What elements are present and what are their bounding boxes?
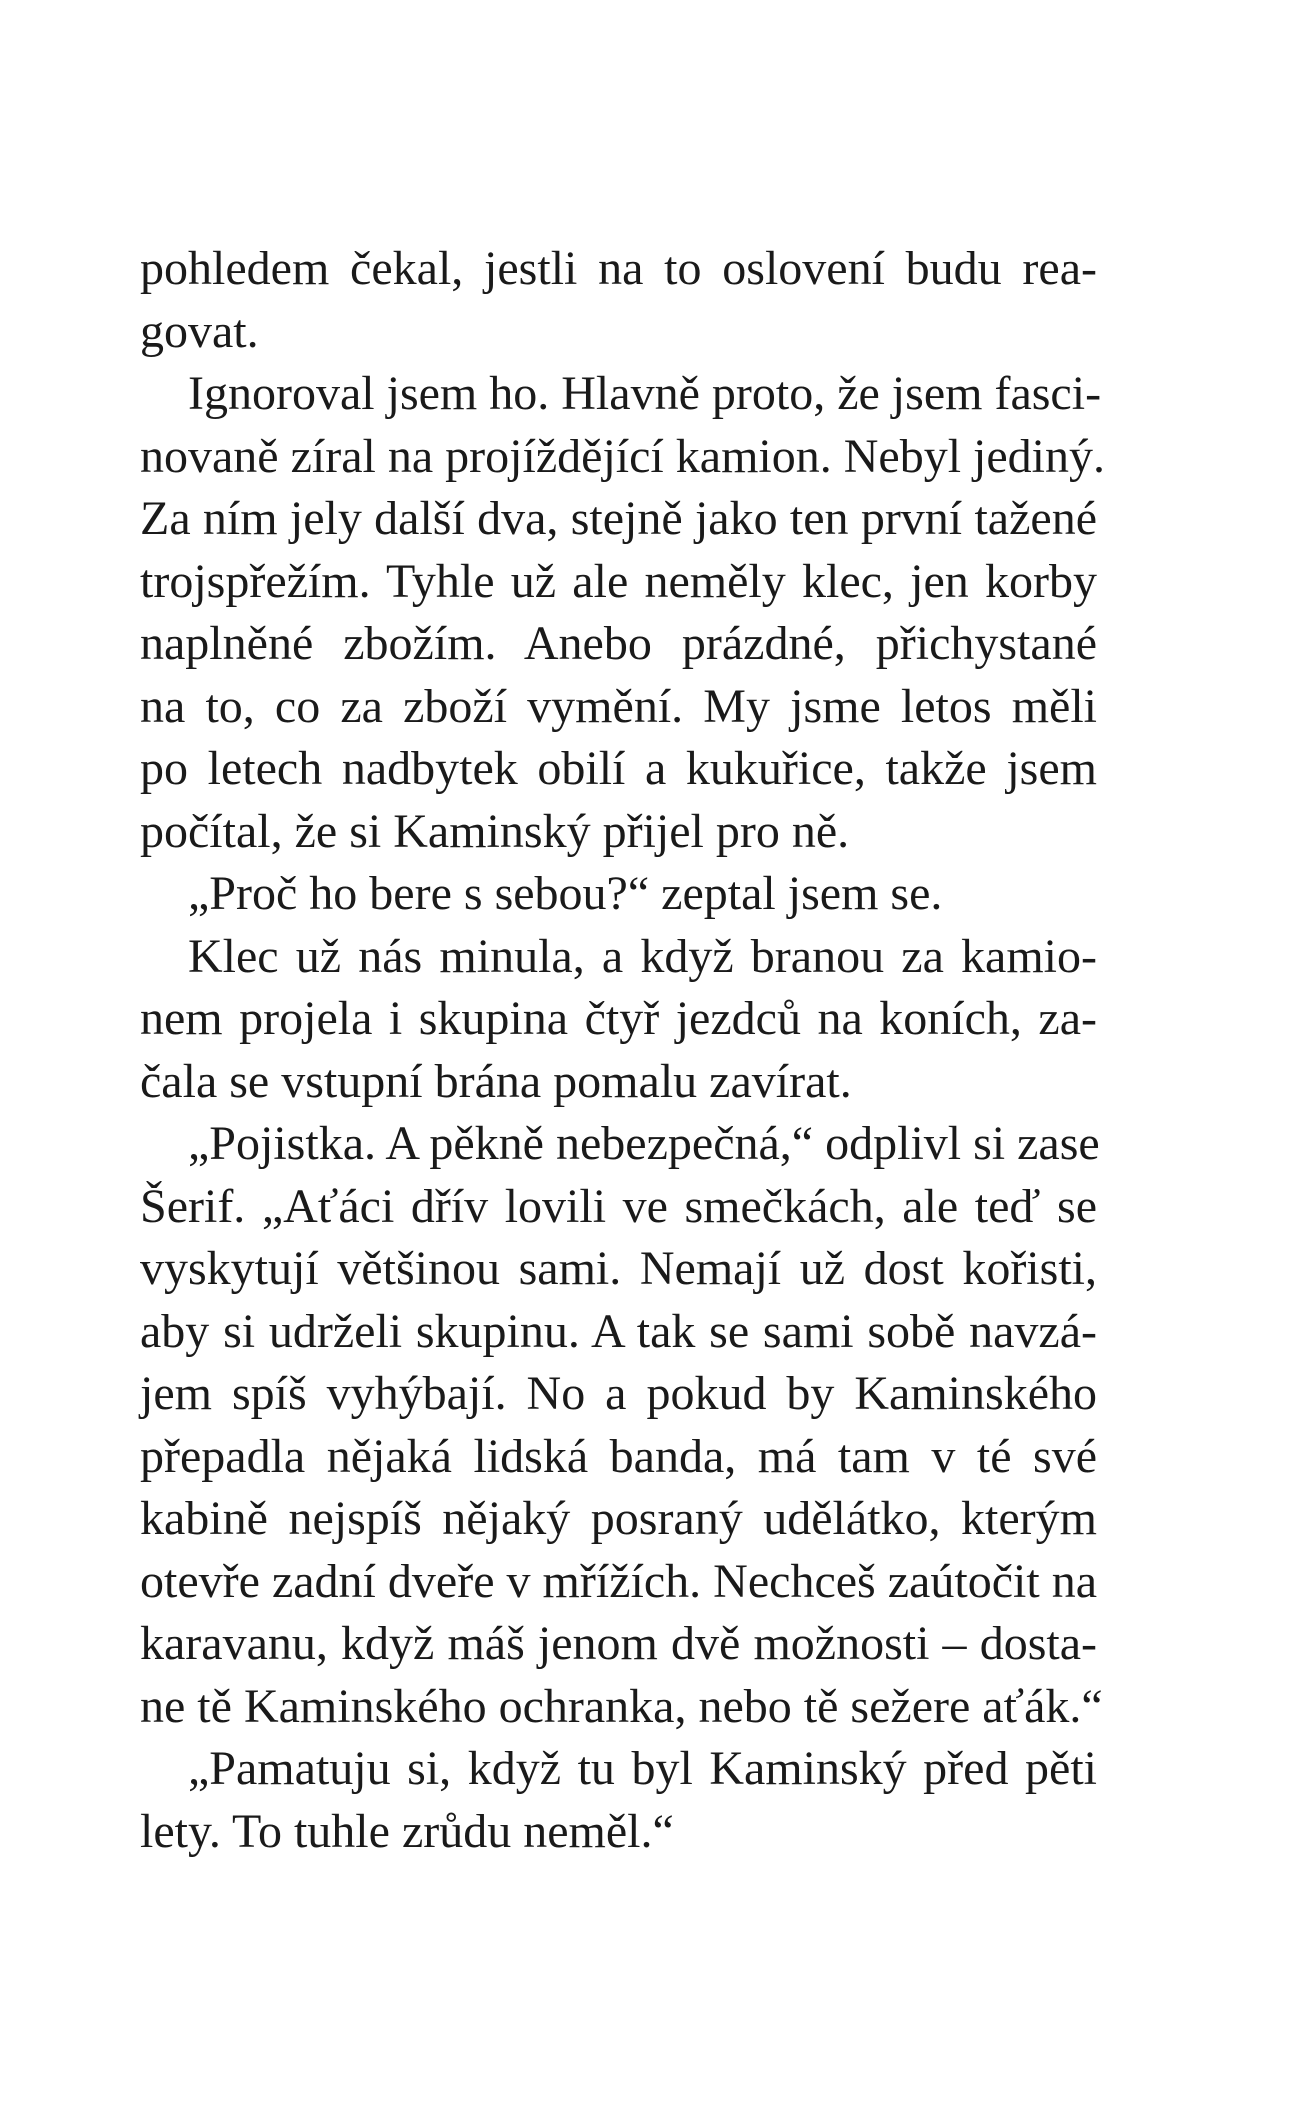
text-line: kabině nejspíš nějaký posraný udělátko, kterým (140, 1492, 1097, 1545)
text-line: Ignoroval jsem ho. Hlavně proto, že jsem fasci- (188, 367, 1102, 420)
page-text (140, 238, 1106, 1863)
text-line: po letech nadbytek obilí a kukuřice, takže jsem (140, 742, 1097, 795)
text-line: přepadla nějaká lidská banda, má tam v té své (140, 1429, 1097, 1483)
text-line: pohledem čekal, jestli na to oslovení budu rea- (140, 242, 1097, 295)
text-line: naplněné zbožím. Anebo prázdné, přichystané (140, 617, 1097, 670)
text-line: čala se vstupní brána pomalu zavírat. (140, 1054, 852, 1108)
text-line: govat. (140, 304, 259, 358)
text-line: Klec už nás minula, a když branou za kamio- (188, 929, 1097, 983)
text-line: lety. To tuhle zrůdu neměl.“ (140, 1804, 674, 1858)
text-line: karavanu, když máš jenom dvě možnosti – dosta- (140, 1617, 1097, 1670)
text-line: Za ním jely další dva, stejně jako ten první tažené (140, 492, 1097, 545)
text-line: vyskytují většinou sami. Nemají už dost kořisti, (140, 1242, 1097, 1295)
text-line: Šerif. „Aťáci dřív lovili ve smečkách, ale teď se (140, 1179, 1097, 1233)
text-line: na to, co za zboží vymění. My jsme letos měli (140, 679, 1097, 733)
text-line: „Pamatuju si, když tu byl Kaminský před pěti (188, 1742, 1097, 1795)
text-line: „Pojistka. A pěkně nebezpečná,“ odplivl si zase (188, 1117, 1100, 1170)
text-line: trojspřežím. Tyhle už ale neměly klec, jen korby (140, 554, 1097, 608)
text-line: nem projela i skupina čtyř jezdců na koních, za- (140, 992, 1097, 1045)
text-line: ne tě Kaminského ochranka, nebo tě sežere aťák.“ (140, 1679, 1103, 1733)
text-line: „Proč ho bere s sebou?“ zeptal jsem se. (188, 867, 943, 920)
text-line: aby si udrželi skupinu. A tak se sami sobě navzá- (140, 1304, 1097, 1358)
text-line: jem spíš vyhýbají. No a pokud by Kaminského (140, 1367, 1097, 1420)
text-line: počítal, že si Kaminský přijel pro ně. (140, 804, 850, 858)
text-line: novaně zíral na projíždějící kamion. Nebyl jediný. (140, 429, 1106, 483)
text-line: otevře zadní dveře v mřížích. Nechceš zaútočit na (140, 1554, 1097, 1608)
